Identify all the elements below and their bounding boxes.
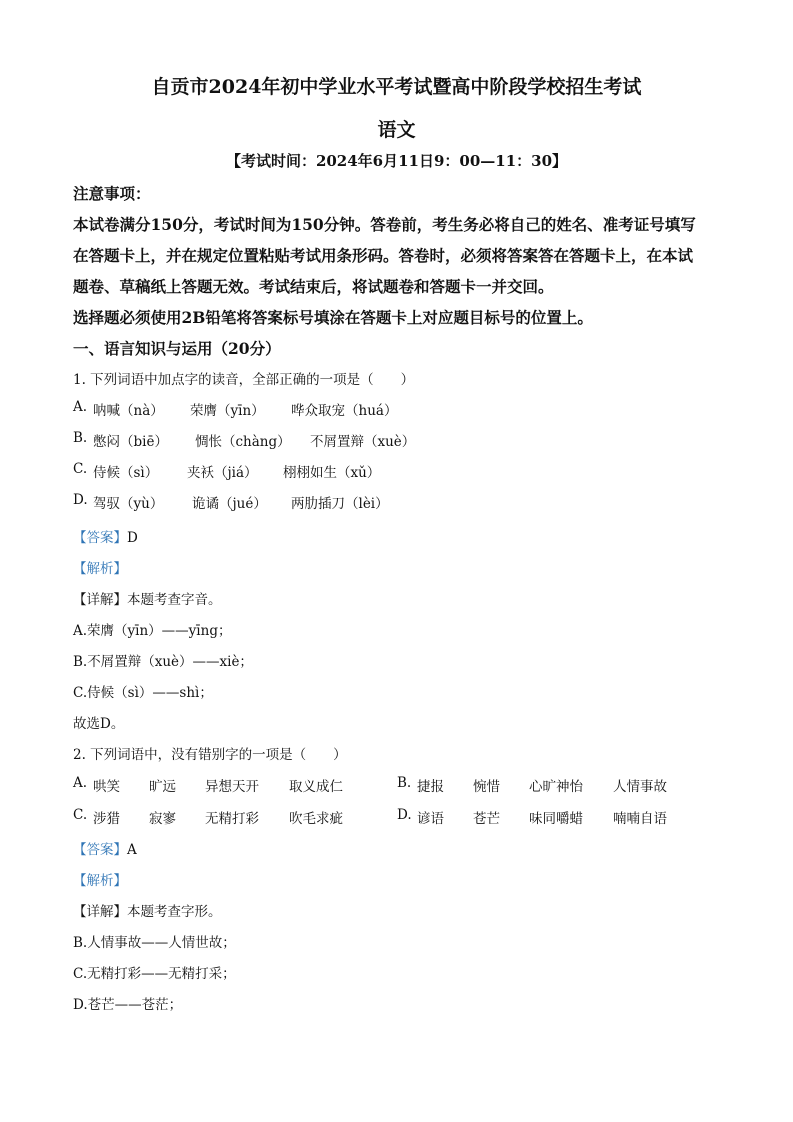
q2-option-c-word-4: 吹毛求疵 — [289, 811, 343, 827]
answer-label: 【答案】 — [73, 842, 127, 858]
q1-answer — [73, 526, 138, 546]
q2-detail-2: B.人情事故——人情世故； — [73, 935, 236, 951]
q2-option-b-word-1: 捷报 — [417, 779, 444, 795]
option-letter: C. — [73, 461, 88, 477]
q2-option-a-word-3: 异想天开 — [205, 779, 259, 795]
q1-option-b-item-3 — [310, 430, 415, 450]
q1-option-d-item-3 — [291, 492, 389, 512]
pinyin: （chàng） — [222, 434, 291, 450]
answer-label: 【答案】 — [73, 530, 127, 546]
pinyin: （huá） — [345, 403, 398, 419]
q2-option-d-letter: D. — [397, 807, 412, 823]
q2-option-c-letter: C. — [73, 807, 88, 823]
notice-line-3: 题卷、草稿纸上答题无效。考试结束后，将试题卷和答题卡一并交回。 — [73, 277, 554, 296]
pinyin: （jué） — [219, 496, 267, 512]
q1-option-b-item-1 — [93, 430, 168, 450]
pinyin: （yù） — [120, 496, 164, 512]
word: 侍候 — [93, 465, 120, 481]
q2-answer — [73, 838, 137, 858]
word: 呐喊 — [93, 403, 120, 419]
q1-option-c-item-3 — [283, 461, 380, 481]
word: 哗众取宠 — [291, 403, 345, 419]
q1-detail-5: 故选D。 — [73, 716, 125, 732]
word: 不屑置辩 — [310, 434, 364, 450]
word: 惆怅 — [195, 434, 222, 450]
pinyin: （sì） — [120, 465, 159, 481]
q2-option-b-word-4: 人情事故 — [613, 779, 667, 795]
q2-detail-4: D.苍芒——苍茫； — [73, 997, 183, 1013]
word: 两肋插刀 — [291, 496, 345, 512]
q1-detail-2: A.荣膺（yīn）——yīng； — [73, 623, 232, 639]
q1-detail-1: 【详解】本题考查字音。 — [73, 592, 222, 608]
notice-heading: 注意事项： — [73, 184, 151, 203]
question-2-stem: 2. 下列词语中，没有错别字的一项是（ ） — [73, 747, 347, 763]
q1-option-d-item-1 — [93, 492, 163, 512]
q1-option-d — [73, 492, 88, 508]
notice-line-2: 在答题卡上，并在规定位置粘贴考试用条形码。答卷时，必须将答案答在答题卡上，在本试 — [73, 246, 694, 265]
q2-detail-3: C.无精打彩——无精打采； — [73, 966, 236, 982]
q2-option-d-word-3: 味同嚼蜡 — [529, 811, 583, 827]
q2-analysis-label: 【解析】 — [73, 873, 127, 889]
q2-option-d-word-1: 谚语 — [417, 811, 444, 827]
pinyin: （lèi） — [345, 496, 389, 512]
notice-line-4: 选择题必须使用2B铅笔将答案标号填涂在答题卡上对应题目标号的位置上。 — [73, 308, 593, 327]
q1-option-a-item-3 — [291, 399, 397, 419]
word: 憋闷 — [93, 434, 120, 450]
word: 夹袄 — [187, 465, 214, 481]
exam-time: 【考试时间：2024年6月11日9：00—11：30】 — [225, 152, 568, 170]
exam-title: 自贡市2024年初中学业水平考试暨高中阶段学校招生考试 — [151, 76, 642, 98]
pinyin: （jiá） — [214, 465, 258, 481]
q2-option-a-word-4: 取义成仁 — [289, 779, 343, 795]
q1-option-a-item-1 — [93, 399, 164, 419]
q2-option-c-word-3: 无精打彩 — [205, 811, 259, 827]
option-letter: D. — [73, 492, 88, 508]
word: 诡谲 — [192, 496, 219, 512]
word: 荣膺 — [190, 403, 217, 419]
q1-option-a-item-2 — [190, 399, 265, 419]
q1-option-a — [73, 399, 87, 415]
q2-option-a-word-1: 哄笑 — [93, 779, 120, 795]
pinyin: （biē） — [120, 434, 168, 450]
q1-option-b-item-2 — [195, 430, 291, 450]
q2-option-d-word-2: 苍芒 — [473, 811, 500, 827]
q2-detail-1: 【详解】本题考查字形。 — [73, 904, 222, 920]
q1-option-c-item-1 — [93, 461, 158, 481]
q2-option-c-word-2: 寂寥 — [149, 811, 176, 827]
pinyin: （xǔ） — [337, 465, 381, 481]
word: 驾驭 — [93, 496, 120, 512]
q1-analysis-label: 【解析】 — [73, 561, 127, 577]
answer-value: D — [127, 530, 138, 546]
option-letter: A. — [73, 399, 88, 415]
q1-option-c — [73, 461, 87, 477]
q2-option-b-letter: B. — [397, 775, 412, 791]
subject-title: 语文 — [377, 119, 416, 141]
word: 栩栩如生 — [283, 465, 337, 481]
q1-option-b — [73, 430, 87, 446]
pinyin: （nà） — [120, 403, 164, 419]
q1-detail-4: C.侍候（sì）——shì； — [73, 685, 213, 701]
section-heading: 一、语言知识与运用（20分） — [73, 339, 281, 358]
option-letter: B. — [73, 430, 88, 446]
answer-value: A — [127, 842, 137, 858]
question-1-stem: 1. 下列词语中加点字的读音，全部正确的一项是（ ） — [73, 372, 415, 388]
pinyin: （xuè） — [364, 434, 416, 450]
q2-option-a-letter: A. — [73, 775, 88, 791]
q1-option-c-item-2 — [187, 461, 258, 481]
q2-option-a-word-2: 旷远 — [149, 779, 176, 795]
pinyin: （yīn） — [217, 403, 265, 419]
q2-option-c-word-1: 涉猎 — [93, 811, 120, 827]
q2-option-b-word-2: 惋惜 — [473, 779, 500, 795]
q2-option-d-word-4: 喃喃自语 — [613, 811, 667, 827]
q1-option-d-item-2 — [192, 492, 267, 512]
q1-detail-3: B.不屑置辩（xuè）——xiè； — [73, 654, 253, 670]
notice-line-1: 本试卷满分150分，考试时间为150分钟。答卷前，考生务必将自己的姓名、准考证号填写 — [73, 215, 696, 234]
q2-option-b-word-3: 心旷神怡 — [529, 779, 583, 795]
